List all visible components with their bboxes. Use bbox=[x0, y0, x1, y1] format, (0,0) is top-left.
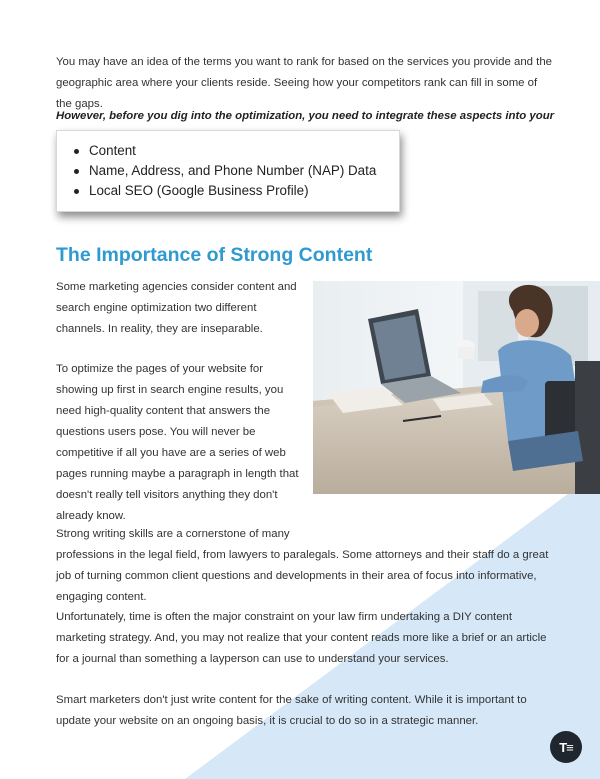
content-paragraph-1: Some marketing agencies consider content and search engine optimization two different channels. In reality, they are inseparable. bbox=[56, 281, 297, 335]
section-heading: The Importance of Strong Content bbox=[56, 244, 373, 266]
lead-in-text: However, before you dig into the optimization, you need to integrate these aspects into your bbox=[56, 110, 555, 122]
seo-aspects-callout bbox=[56, 130, 400, 212]
content-paragraph-2: To optimize the pages of your website for showing up first in search engine results, you need high-quality content that answers the questions users pose. You will never be competitive if all you have are a series of web pages running maybe a paragraph in length that doesn't really tell visitors anything they don't already know. bbox=[56, 363, 299, 522]
photo-illustration bbox=[313, 281, 600, 494]
content-paragraph-4: Unfortunately, time is often the major constraint on your law firm undertaking a DIY content marketing strategy. And, you may not realize that your content reads more like a brief or an article for a journal than something a layperson can use to understand your services. bbox=[56, 611, 547, 665]
list-item: Name, Address, and Phone Number (NAP) Data bbox=[89, 161, 399, 181]
list-item: Content bbox=[89, 141, 399, 161]
logo-glyph: T≡ bbox=[559, 739, 573, 755]
content-paragraph-3: professions in the legal field, from lawyers to paralegals. Some attorneys and their staff do a great job of turning common client questions and developments in their area of focus into informative, engaging content. bbox=[56, 549, 549, 603]
content-paragraph-5: Smart marketers don't just write content for the sake of writing content. While it is important to update your website on an ongoing basis, it is crucial to do so in a strategic manner. bbox=[56, 694, 527, 727]
seo-aspects-list bbox=[57, 131, 399, 201]
woman-working-at-laptop-photo bbox=[313, 281, 600, 494]
bullet-icon bbox=[74, 149, 79, 154]
bullet-icon bbox=[74, 189, 79, 194]
list-item: Local SEO (Google Business Profile) bbox=[89, 181, 399, 201]
intro-paragraph: You may have an idea of the terms you want to rank for based on the services you provide and the geographic area where your clients reside. Seeing how your competitors rank can fill in some of the gaps. bbox=[56, 56, 553, 110]
content-paragraph-3-start: Strong writing skills are a cornerstone of many bbox=[56, 528, 290, 540]
bullet-icon bbox=[74, 169, 79, 174]
brand-logo-icon bbox=[550, 731, 582, 763]
